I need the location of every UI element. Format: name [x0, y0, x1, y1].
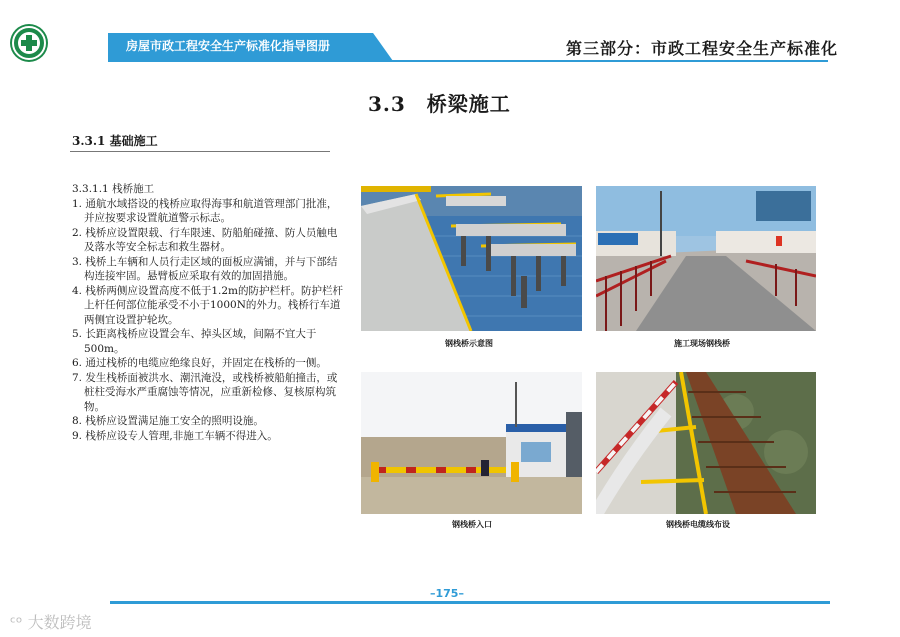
section-heading: 3.3.1 基础施工: [72, 134, 158, 148]
list-item: 2. 栈桥应设置限载、行车限速、防船舶碰撞、防人员触电及落水等安全标志和救生器材。: [72, 226, 338, 253]
cable-layout-photo: [596, 372, 816, 514]
footer-divider: [110, 601, 830, 604]
photo-caption: 钢栈桥示意图: [445, 339, 493, 348]
list-item: 8. 栈桥应设置满足施工安全的照明设施。: [72, 415, 264, 427]
photo-caption: 施工现场钢栈桥: [674, 339, 730, 348]
trestle-diagram-photo: [361, 186, 582, 331]
list-item: 6. 通过栈桥的电缆应绝缘良好，并固定在栈桥的一侧。: [72, 357, 327, 369]
watermark: [10, 610, 92, 633]
site-trestle-photo: [596, 186, 816, 331]
chapter-title: 3.3 桥梁施工: [368, 92, 511, 116]
page-number: –175–: [430, 587, 464, 600]
list-item: 7. 发生栈桥面被洪水、潮汛淹没，或栈桥被船舶撞击，或桩柱受海水严重腐蚀等情况，应重新检修、复核原构筑物。: [72, 371, 338, 413]
list-item: 4. 栈桥两侧应设置高度不低于1.2m的防护栏杆。防护栏杆上杆任何部位能承受不小于1000N的外力。栈桥行车道两侧宜设置护轮坎。: [72, 284, 344, 326]
list-item: 5. 长距离栈桥应设置会车、掉头区域，间隔不宜大于500m。: [72, 328, 317, 355]
brand-watermark-icon: ᶜᵒ: [10, 613, 28, 632]
book-title: 房屋市政工程安全生产标准化指导图册: [126, 39, 331, 53]
part-title: 第三部分：市政工程安全生产标准化: [566, 39, 839, 58]
trestle-entrance-photo: [361, 372, 582, 514]
list-item: 9. 栈桥应设专人管理,非施工车辆不得进入。: [72, 429, 278, 442]
section-divider: [70, 151, 330, 152]
list-item: 1. 通航水域搭设的栈桥应取得海事和航道管理部门批准，并应按要求设置航道警示标志。: [72, 197, 338, 224]
photo-caption: 钢栈桥入口: [452, 520, 492, 529]
subsection-heading: 3.3.1.1 栈桥施工: [72, 183, 155, 195]
watermark-text: 大数跨境: [27, 613, 92, 632]
photo-caption: 钢栈桥电缆线布设: [666, 520, 730, 529]
section-body: [72, 182, 344, 443]
header-divider: [108, 60, 828, 62]
list-item: 3. 栈桥上车辆和人员行走区域的面板应满铺，并与下部结构连接牢固。悬臂板应采取有效的加固措施。: [72, 255, 338, 282]
safety-cross-logo-icon: [12, 26, 46, 60]
